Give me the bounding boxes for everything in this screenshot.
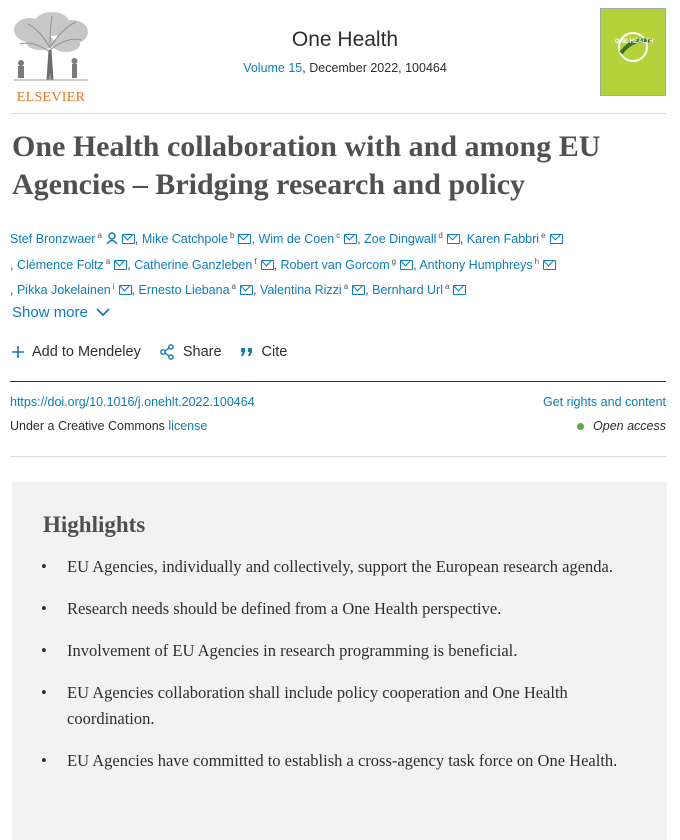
license-info: [10, 419, 207, 433]
show-more-label: Show more: [12, 304, 88, 321]
author-name[interactable]: Zoe Dingwall: [364, 232, 437, 247]
license-link[interactable]: license: [168, 419, 208, 433]
affiliation-marker[interactable]: a: [105, 256, 111, 266]
email-icon[interactable]: [543, 260, 556, 270]
affiliation-marker[interactable]: i: [112, 282, 115, 292]
author-name[interactable]: Bernhard Url: [372, 283, 443, 298]
plus-icon: [12, 346, 24, 358]
email-icon[interactable]: [352, 285, 365, 295]
highlight-item: [41, 748, 631, 774]
elsevier-tree-icon: [10, 10, 92, 82]
email-icon[interactable]: [119, 285, 132, 295]
highlight-text: EU Agencies have committed to establish a cross-agency task force on One Health.: [67, 751, 618, 770]
open-access-badge: [577, 419, 666, 433]
author-item[interactable]: [134, 258, 273, 272]
author-separator: ,: [459, 232, 467, 247]
author-separator: ,: [127, 257, 135, 272]
bullet-icon: •: [41, 683, 47, 702]
author-separator: ,: [365, 283, 373, 298]
open-access-label: Open access: [593, 419, 666, 433]
quote-icon: [240, 346, 254, 358]
affiliation-marker[interactable]: a: [97, 231, 102, 240]
cover-globe-icon: [611, 27, 655, 67]
author-separator: ,: [413, 257, 420, 272]
highlight-item: [41, 680, 631, 732]
email-icon[interactable]: [261, 260, 274, 270]
bullet-icon: •: [41, 641, 47, 660]
author-item[interactable]: [364, 232, 460, 246]
author-name[interactable]: Ernesto Liebana: [138, 283, 230, 298]
journal-title-link[interactable]: One Health: [291, 28, 399, 51]
author-item[interactable]: [139, 283, 254, 297]
add-to-mendeley-button[interactable]: [12, 344, 141, 360]
highlight-item: [41, 554, 631, 580]
rights-link[interactable]: Get rights and content: [543, 395, 666, 409]
chevron-down-icon: [96, 308, 110, 317]
cite-label: Cite: [261, 344, 288, 360]
affiliation-marker[interactable]: f: [254, 256, 257, 266]
highlights-section: [12, 482, 667, 840]
author-name[interactable]: Wim de Coen: [258, 232, 335, 247]
author-name[interactable]: Robert van Gorcom: [280, 257, 390, 272]
journal-info: [200, 28, 490, 75]
author-separator: ,: [357, 232, 365, 247]
author-item[interactable]: [281, 258, 414, 272]
add-to-mendeley-label: Add to Mendeley: [32, 344, 141, 360]
author-name[interactable]: Catherine Ganzleben: [134, 257, 253, 272]
email-icon[interactable]: [453, 285, 466, 295]
elsevier-logo[interactable]: [10, 10, 92, 105]
author-name[interactable]: Mike Catchpole: [141, 232, 229, 247]
author-item[interactable]: [372, 283, 466, 297]
journal-issue-meta: [200, 61, 490, 75]
author-item[interactable]: [17, 258, 127, 272]
author-item[interactable]: [419, 258, 556, 272]
author-separator: ,: [273, 257, 281, 272]
highlight-text: EU Agencies, individually and collectively, support the European research agenda.: [67, 557, 613, 576]
author-separator: ,: [10, 257, 17, 272]
affiliation-marker[interactable]: g: [391, 256, 397, 266]
highlight-text: Involvement of EU Agencies in research programming is beneficial.: [67, 641, 518, 660]
cover-title: ONE HEALTH: [615, 39, 654, 45]
journal-cover-image[interactable]: [600, 8, 666, 96]
author-separator: ,: [134, 232, 142, 247]
doi-link[interactable]: https://doi.org/10.1016/j.onehlt.2022.100464: [10, 395, 255, 409]
author-separator: ,: [10, 283, 17, 298]
highlights-list: [41, 554, 631, 790]
affiliation-marker[interactable]: a: [445, 282, 450, 292]
open-access-dot-icon: [577, 423, 584, 430]
share-button[interactable]: [159, 344, 222, 360]
affiliation-marker[interactable]: b: [230, 231, 235, 240]
affiliation-marker[interactable]: h: [534, 256, 540, 266]
author-name[interactable]: Pikka Jokelainen: [16, 283, 111, 298]
bullet-icon: •: [41, 751, 47, 770]
email-icon[interactable]: [122, 234, 135, 244]
email-icon[interactable]: [550, 234, 563, 244]
bullet-icon: •: [41, 599, 47, 618]
author-separator: ,: [251, 232, 259, 247]
author-name[interactable]: Anthony Humphreys: [419, 257, 533, 272]
article-title: One Health collaboration with and among EU Agencies – Bridging research and policy: [12, 130, 601, 201]
author-item[interactable]: [467, 232, 563, 246]
share-label: Share: [182, 344, 222, 360]
author-item[interactable]: [10, 232, 135, 246]
author-separator: ,: [253, 283, 260, 298]
highlight-text: Research needs should be defined from a One Health perspective.: [67, 599, 502, 618]
article-actions: [12, 344, 305, 360]
cite-button[interactable]: [240, 344, 288, 360]
affiliation-marker[interactable]: c: [336, 231, 341, 240]
divider: [10, 456, 666, 457]
highlights-title: Highlights: [43, 512, 146, 537]
volume-link[interactable]: Volume 15: [243, 61, 303, 75]
email-icon[interactable]: [238, 234, 251, 244]
divider: [10, 381, 666, 382]
divider: [10, 113, 666, 114]
author-separator: ,: [131, 283, 139, 298]
author-item[interactable]: [258, 232, 357, 246]
license-prefix: Under a Creative Commons: [10, 419, 169, 433]
author-name[interactable]: Valentina Rizzi: [259, 283, 342, 298]
affiliation-marker[interactable]: a: [231, 282, 236, 292]
highlight-text: EU Agencies collaboration shall include policy cooperation and One Health coordination.: [67, 683, 568, 728]
highlight-item: [41, 638, 631, 664]
author-list: [10, 225, 670, 302]
author-name[interactable]: Clémence Foltz: [16, 257, 104, 272]
author-item[interactable]: [142, 232, 252, 246]
email-icon[interactable]: [240, 285, 253, 295]
author-item[interactable]: [260, 283, 365, 297]
author-item[interactable]: [17, 283, 132, 297]
journal-header: [0, 0, 680, 112]
email-icon[interactable]: [114, 260, 127, 270]
issue-info: , December 2022, 100464: [302, 61, 447, 75]
show-more-button[interactable]: [12, 304, 110, 321]
affiliation-marker[interactable]: d: [438, 231, 443, 240]
bullet-icon: •: [41, 557, 47, 576]
affiliation-marker[interactable]: a: [343, 282, 349, 292]
person-icon[interactable]: [106, 232, 118, 245]
affiliation-marker[interactable]: e: [541, 231, 546, 240]
author-name[interactable]: Stef Bronzwaer: [10, 232, 96, 247]
email-icon[interactable]: [344, 234, 357, 244]
elsevier-wordmark: ELSEVIER: [16, 90, 86, 105]
email-icon[interactable]: [447, 234, 460, 244]
email-icon[interactable]: [400, 260, 413, 270]
share-icon: [159, 344, 175, 360]
author-name[interactable]: Karen Fabbri: [466, 232, 540, 247]
highlight-item: [41, 596, 631, 622]
